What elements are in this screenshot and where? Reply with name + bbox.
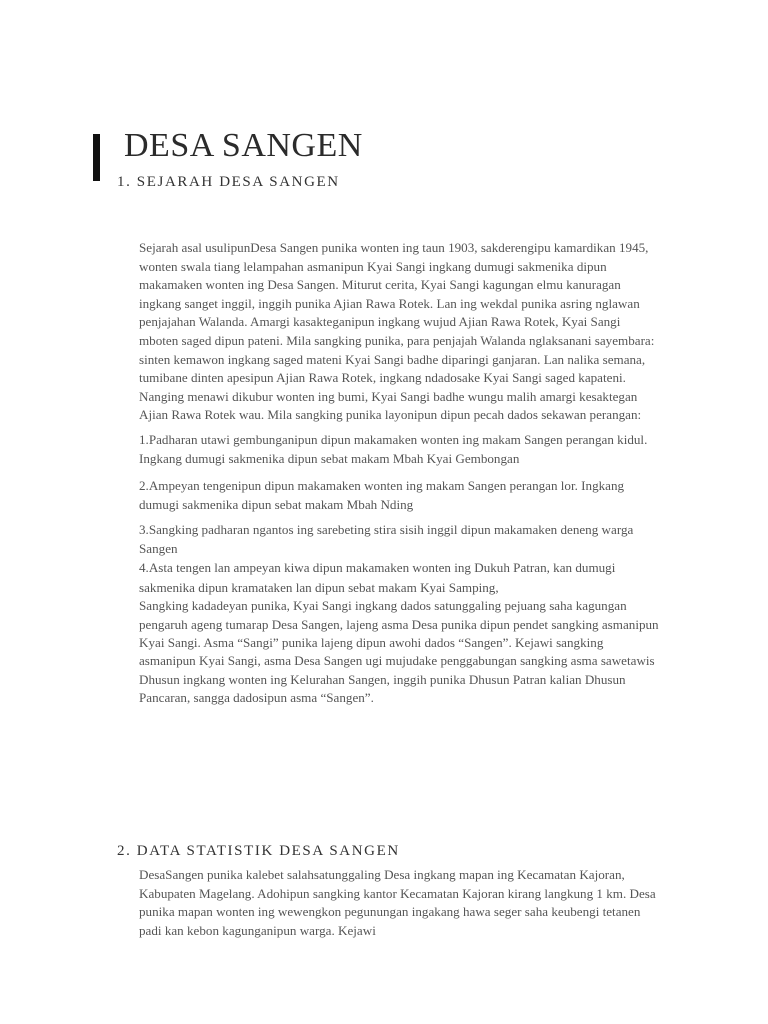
section-body-history — [139, 239, 659, 708]
title-accent-bar — [93, 134, 100, 181]
closing-paragraph: Sangking kadadeyan punika, Kyai Sangi ingkang dados satunggaling pejuang saha kagungan pengaruh ageng tumarap Desa Sangen, lajeng asma Desa punika dipun pendet sangking asmanipun Kyai Sangi. Asma “Sangi” punika lajeng dipun awohi dados “Sangen”. Kejawi sangking asmanipun Kyai Sangi, asma Desa Sangen ugi mujudake penggabungan sangking asma sawetawis Dhusun ingkang wonten ing Kelurahan Sangen, inggih punika Dhusun Patran kalian Dhusun Pancaran, sangga dadosipun asma “Sangen”. — [139, 598, 659, 706]
document-title: DESA SANGEN — [124, 127, 363, 164]
history-paragraph: Sejarah asal usulipunDesa Sangen punika wonten ing taun 1903, sakderengipu kamardikan 1945, wonten swala tiang lelampahan asmanipun Kyai Sangi ingkang dumugi sakmenika dipun makamaken wonten ing Desa Sangen. Miturut cerita, Kyai Sangi kagungan elmu kanuragan ingkang sanget inggil, inggih punika Ajian Rawa Rotek. Lan ing wekdal punika asring nglawan penjajahan Walanda. Amargi kasakteganipun ingkang wujud Ajian Rawa Rotek, Kyai Sangi mboten saged dipun pateni. Mila sangking punika, para penjajah Walanda nglaksanani sayembara: sinten kemawon ingkang saged mateni Kyai Sangi badhe diparingi ganjaran. Lan nalika semana, tumibane dinten apesipun Ajian Rawa Rotek, ingkang ndadosake Kyai Sangi saged kapateni. Nanging menawi dikubur wonten ing bumi, Kyai Sangi badhe wungu malih amargi kesaktegan Ajian Rawa Rotek wau. Mila sangking punika layonipun dipun pecah dados sekawan perangan: — [139, 240, 655, 423]
list-item-4: 4.Asta tengen lan ampeyan kiwa dipun makamaken wonten ing Dukuh Patran, kan dumugi sakmenika dipun kramataken lan dipun sebat makam Kyai Samping, — [139, 560, 616, 595]
statistics-paragraph: DesaSangen punika kalebet salahsatunggaling Desa ingkang mapan ing Kecamatan Kajoran, Kabupaten Magelang. Adohipun sangking kantor Kecamatan Kajoran kirang langkung 1 km. Desa punika mapan wonten ing wewengkon pegunungan ingakang hawa seger saha keubengi tetanen padi kan kebon kagunganipun warga. Kejawi — [139, 867, 656, 938]
section-heading-history: 1. SEJARAH DESA SANGEN — [117, 174, 340, 190]
section-body-statistics — [139, 866, 659, 940]
list-item-2: 2.Ampeyan tengenipun dipun makamaken wonten ing makam Sangen perangan lor. Ingkang dumugi sakmenika dipun sebat makam Mbah Nding — [139, 477, 625, 513]
section-heading-statistics: 2. DATA STATISTIK DESA SANGEN — [117, 843, 400, 859]
list-item-1: 1.Padharan utawi gembunganipun dipun makamaken wonten ing makam Sangen perangan kidul. Ingkang dumugi sakmenika dipun sebat makam Mbah Kyai Gembongan — [139, 431, 648, 467]
list-item-3: 3.Sangking padharan ngantos ing sarebeting stira sisih inggil dipun makamaken deneng warga Sangen — [139, 521, 634, 556]
